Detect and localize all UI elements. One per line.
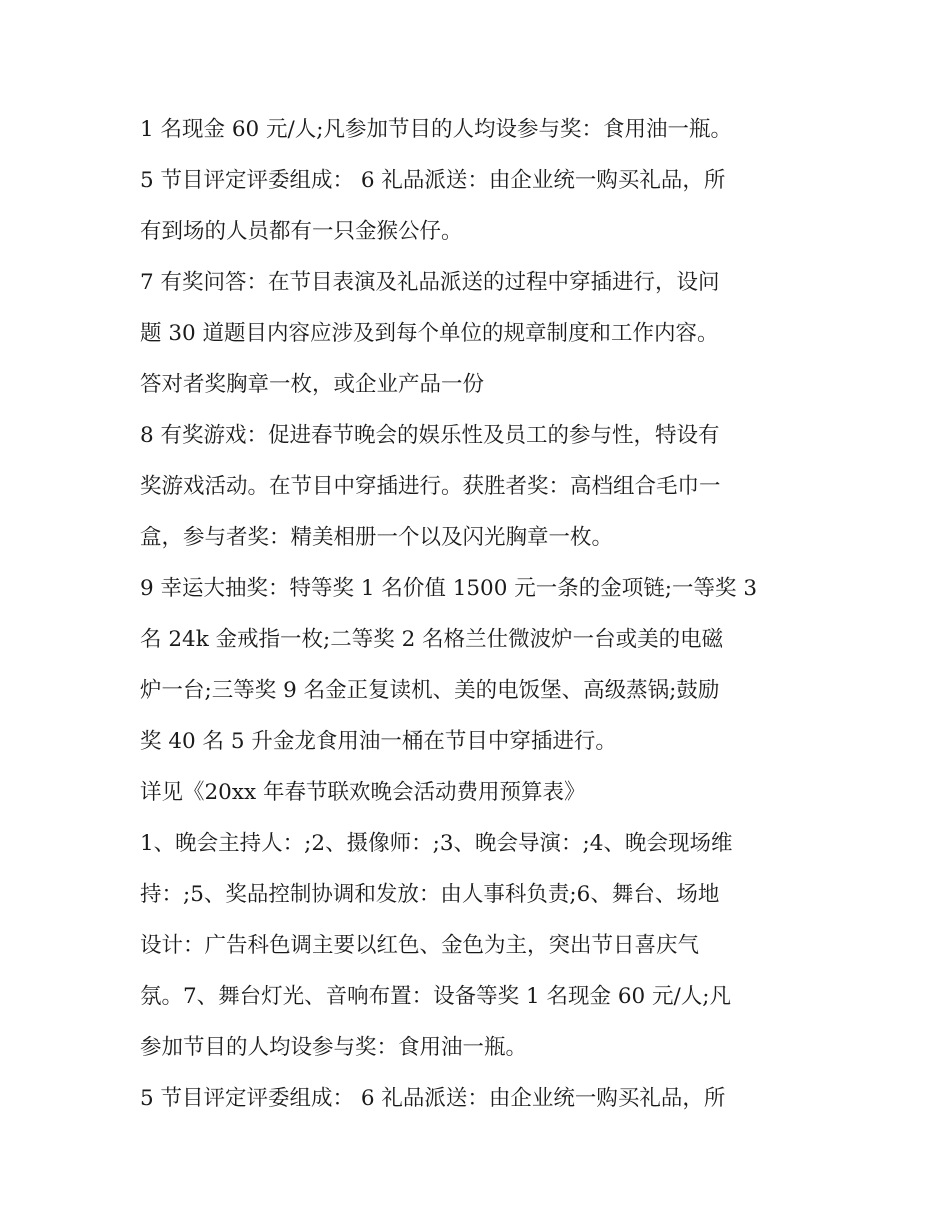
text-line: 持：;5、奖品控制协调和发放：由人事科负责;6、舞台、场地 (140, 882, 720, 907)
text-line: 答对者奖胸章一枚，或企业产品一份 (140, 372, 485, 397)
text-line: 参加节目的人均设参与奖：食用油一瓶。 (140, 1035, 528, 1060)
text-line: 5 节目评定评委组成： 6 礼品派送：由企业统一购买礼品，所 (140, 168, 726, 193)
text-line: 盒，参与者奖：精美相册一个以及闪光胸章一枚。 (140, 525, 614, 550)
text-line: 详见《20xx 年春节联欢晚会活动费用预算表》 (140, 780, 586, 805)
text-line: 1 名现金 60 元/人;凡参加节目的人均设参与奖：食用油一瓶。 (140, 117, 733, 142)
text-line: 奖游戏活动。在节目中穿插进行。获胜者奖：高档组合毛巾一 (140, 474, 721, 499)
text-line: 1、晚会主持人：;2、摄像师：;3、晚会导演：;4、晚会现场维 (140, 831, 733, 856)
text-line: 8 有奖游戏：促进春节晚会的娱乐性及员工的参与性，特设有 (140, 423, 720, 448)
text-line: 炉一台;三等奖 9 名金正复读机、美的电饭堡、高级蒸锅;鼓励 (140, 678, 720, 703)
text-line: 氛。7、舞台灯光、音响布置：设备等奖 1 名现金 60 元/人;凡 (140, 984, 732, 1009)
text-line: 奖 40 名 5 升金龙食用油一桶在节目中穿插进行。 (140, 729, 617, 754)
text-line: 7 有奖问答：在节目表演及礼品派送的过程中穿插进行，设问 (140, 270, 720, 295)
text-line: 5 节目评定评委组成： 6 礼品派送：由企业统一购买礼品，所 (140, 1086, 726, 1111)
text-line: 有到场的人员都有一只金猴公仔。 (140, 219, 463, 244)
text-line: 设计：广告科色调主要以红色、金色为主，突出节日喜庆气 (140, 933, 700, 958)
text-line: 题 30 道题目内容应涉及到每个单位的规章制度和工作内容。 (140, 321, 719, 346)
document-page (140, 104, 830, 1124)
text-line: 9 幸运大抽奖：特等奖 1 名价值 1500 元一条的金项链;一等奖 3 (140, 576, 758, 601)
text-line: 名 24k 金戒指一枚;二等奖 2 名格兰仕微波炉一台或美的电磁 (140, 627, 724, 652)
